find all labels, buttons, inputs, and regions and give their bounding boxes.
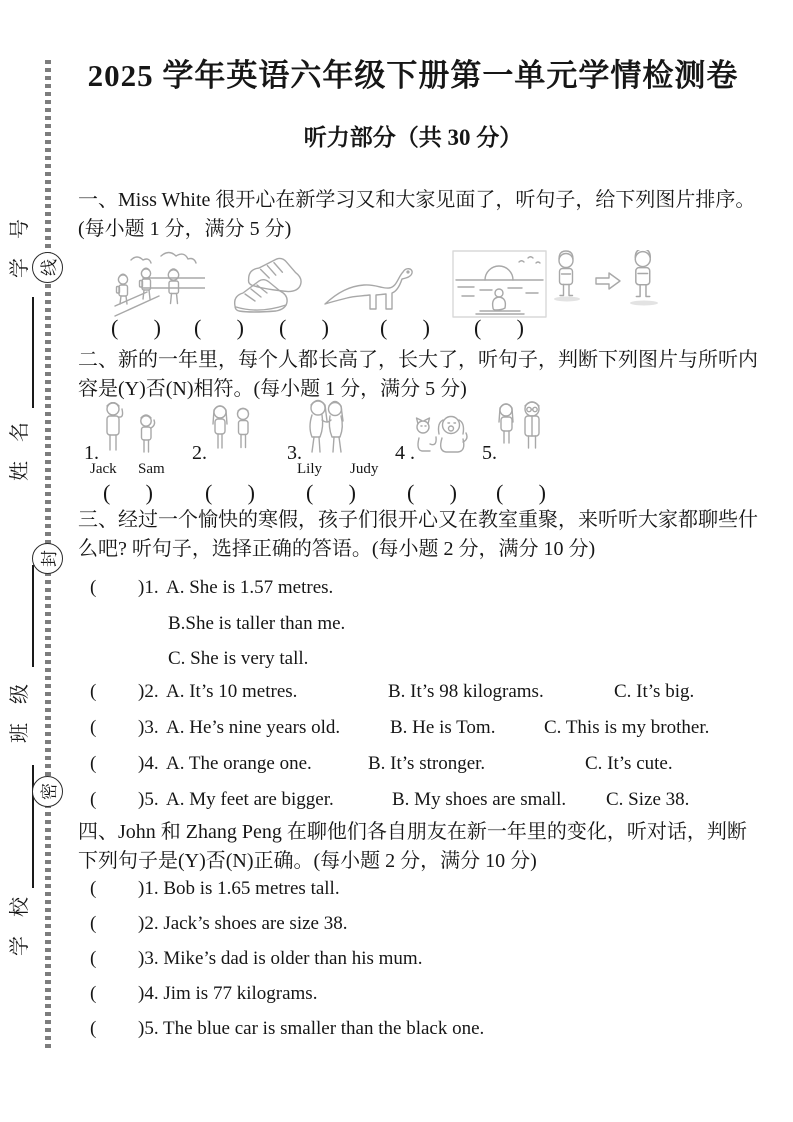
answer-blank[interactable]: ( ): [279, 315, 329, 340]
school-label: 学 校: [9, 890, 31, 956]
option-a: A. He’s nine years old.: [166, 717, 341, 738]
option-c: C. Size 38.: [606, 789, 690, 810]
option-c: C. This is my brother.: [544, 717, 710, 738]
option-a: A. She is 1.57 metres.: [166, 577, 334, 598]
answer-blank[interactable]: ( ): [103, 480, 153, 505]
figure-label-lily: Lily: [297, 461, 322, 477]
option-a: A. My feet are bigger.: [166, 789, 334, 810]
statement-line-2[interactable]: [78, 913, 788, 939]
option-c: C. It’s cute.: [585, 753, 673, 774]
listening-part-subtitle: 听力部分（共 30 分）: [303, 125, 523, 150]
answer-blank[interactable]: ( ): [306, 480, 356, 505]
option-b: B.She is taller than me.: [168, 613, 346, 634]
section4-heading: 四、John 和 Zhang Peng 在聊他们各自朋友在新一年里的变化，听对话，判断下列句子是(Y)否(N)正确。(每小题 2 分，满分 10 分): [78, 821, 747, 872]
option-c: C. She is very tall.: [168, 648, 309, 669]
question-number: )3.: [138, 717, 159, 738]
dinosaur-image: [322, 262, 422, 317]
answer-blank[interactable]: ( ): [474, 315, 524, 340]
section3-heading: 三、经过一个愉快的寒假，孩子们很开心又在教室重聚，来听听大家都聊些什么吧? 听句子，选择正确的答语。(每小题 2 分，满分 10 分): [78, 509, 758, 560]
girl-and-boy-image: [210, 404, 255, 464]
option-a: A. The orange one.: [166, 753, 312, 774]
answer-paren-open[interactable]: (: [90, 948, 97, 969]
option-b: B. My shoes are small.: [392, 789, 567, 810]
answer-paren-open[interactable]: (: [90, 878, 97, 899]
option-b: B. It’s stronger.: [368, 753, 486, 774]
question-1-option-b: [78, 613, 788, 639]
seal-char-mi: 密: [32, 776, 63, 807]
statement-text: )3. Mike’s dad is older than his mum.: [138, 948, 423, 969]
answer-paren-open[interactable]: (: [90, 913, 97, 934]
answer-blank[interactable]: ( ): [407, 480, 457, 505]
answer-paren-open[interactable]: (: [90, 789, 97, 810]
option-c: C. It’s big.: [614, 681, 695, 702]
question-number: )2.: [138, 681, 159, 702]
item-number: 1.: [84, 442, 99, 464]
item-number: 4 .: [395, 442, 415, 464]
statement-text: )2. Jack’s shoes are size 38.: [138, 913, 348, 934]
answer-paren-open[interactable]: (: [90, 753, 97, 774]
girl-and-grandfather-image: [496, 400, 546, 462]
answer-blank[interactable]: ( ): [380, 315, 430, 340]
question-1-option-c: [78, 648, 788, 674]
figure-label-judy: Judy: [350, 461, 379, 477]
statement-text: )1. Bob is 1.65 metres tall.: [138, 878, 340, 899]
item-number: 3.: [287, 442, 302, 464]
seal-char-feng: 封: [32, 543, 63, 574]
answer-paren-open[interactable]: (: [90, 681, 97, 702]
answer-paren-open[interactable]: (: [90, 577, 97, 598]
question-number: )1.: [138, 577, 159, 598]
sneakers-image: [232, 254, 302, 316]
name-label: 姓 名: [9, 415, 31, 481]
statement-text: )4. Jim is 77 kilograms.: [138, 983, 318, 1004]
question-line-5[interactable]: [78, 789, 788, 815]
option-b: B. It’s 98 kilograms.: [388, 681, 544, 702]
figure-label-sam: Sam: [138, 461, 165, 477]
answer-paren-open[interactable]: (: [90, 717, 97, 738]
question-line-4[interactable]: [78, 753, 788, 779]
answer-blank[interactable]: ( ): [496, 480, 546, 505]
two-girls-hugging-image: [302, 399, 352, 463]
figure-label-jack: Jack: [90, 461, 117, 477]
answer-paren-open[interactable]: (: [90, 983, 97, 1004]
statement-line-5[interactable]: [78, 1018, 788, 1044]
page-title: 2025 学年英语六年级下册第一单元学情检测卷: [87, 58, 739, 93]
student-id-fill-line[interactable]: [32, 297, 34, 408]
section2-heading: 二、新的一年里，每个人都长高了，长大了，听句子，判断下列图片与所听内容是(Y)否(N)相符。(每小题 1 分，满分 5 分): [78, 349, 758, 400]
tall-man-and-short-boy-image: [102, 402, 168, 464]
name-fill-line[interactable]: [32, 565, 34, 667]
statement-line-3[interactable]: [78, 948, 788, 974]
question-number: )4.: [138, 753, 159, 774]
answer-blank[interactable]: ( ): [205, 480, 255, 505]
item-number: 2.: [192, 442, 207, 464]
statement-line-1[interactable]: [78, 878, 788, 904]
answer-blank[interactable]: ( ): [111, 315, 161, 340]
seal-char-xian: 线: [32, 252, 63, 283]
item-number: 5.: [482, 442, 497, 464]
option-a: A. It’s 10 metres.: [166, 681, 298, 702]
children-walking-image: [113, 250, 205, 318]
question-line-3[interactable]: [78, 717, 788, 743]
class-label: 班 级: [9, 677, 31, 743]
option-b: B. He is Tom.: [390, 717, 496, 738]
boy-growing-taller-image: [552, 250, 662, 318]
answer-blank[interactable]: ( ): [194, 315, 244, 340]
question-line-2[interactable]: [78, 681, 788, 707]
statement-line-4[interactable]: [78, 983, 788, 1009]
student-id-label: 学 号: [9, 212, 31, 278]
question-line-1[interactable]: [78, 577, 788, 603]
sunset-over-sea-image: [452, 250, 547, 318]
section1-heading: 一、Miss White 很开心在新学习又和大家见面了，听句子，给下列图片排序。(每小题 1 分，满分 5 分): [78, 189, 756, 240]
statement-text: )5. The blue car is smaller than the black one.: [138, 1018, 485, 1039]
cat-and-dog-image: [413, 412, 468, 462]
question-number: )5.: [138, 789, 159, 810]
answer-paren-open[interactable]: (: [90, 1018, 97, 1039]
